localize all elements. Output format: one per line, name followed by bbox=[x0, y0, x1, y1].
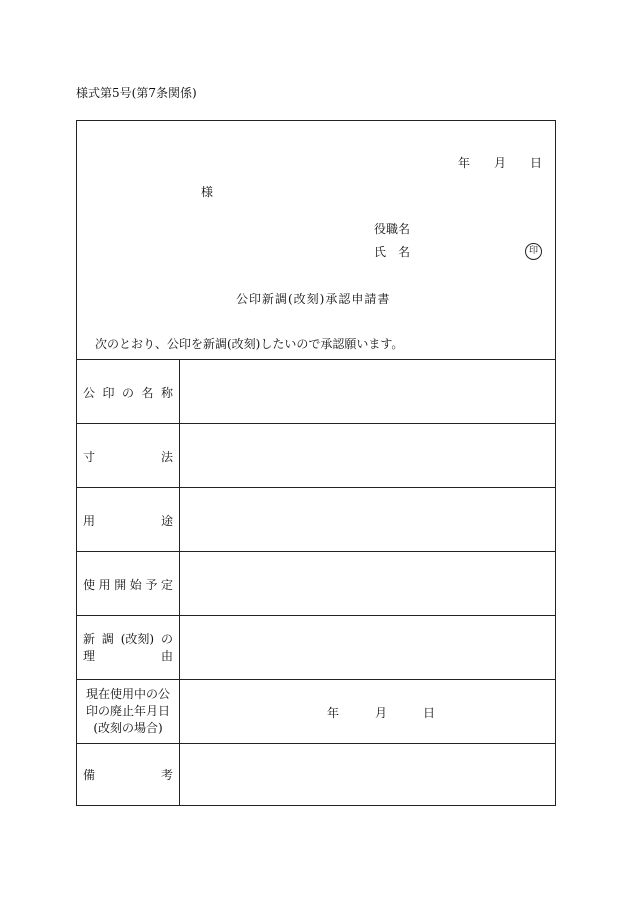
seal-name-field[interactable] bbox=[181, 361, 555, 422]
date-day-label: 日 bbox=[530, 156, 543, 170]
size-field[interactable] bbox=[181, 425, 555, 486]
size-label: 寸 法 bbox=[83, 450, 173, 464]
abolish-year-label: 年 bbox=[327, 706, 340, 720]
row-divider bbox=[77, 487, 555, 488]
row-divider bbox=[77, 743, 555, 744]
name-label-first: 氏 bbox=[374, 245, 387, 259]
seal-name-label: 公 印 の 名 称 bbox=[83, 386, 173, 400]
date-year-label: 年 bbox=[458, 156, 471, 170]
remarks-field[interactable] bbox=[181, 745, 555, 805]
row-divider bbox=[77, 551, 555, 552]
usage-field[interactable] bbox=[181, 489, 555, 550]
intro-text: 次のとおり、公印を新調(改刻)したいので承認願います。 bbox=[95, 337, 404, 351]
row-divider bbox=[77, 679, 555, 680]
row-divider bbox=[77, 359, 555, 360]
seal-icon: 印 bbox=[525, 243, 542, 260]
remarks-label: 備 考 bbox=[83, 768, 173, 782]
name-label-second: 名 bbox=[398, 245, 411, 259]
addressee-suffix: 様 bbox=[201, 185, 214, 199]
abolish-date-label: 現在使用中の公 印の廃止年月日 (改刻の場合) bbox=[85, 687, 170, 735]
start-date-label: 使 用 開 始 予 定 bbox=[83, 578, 173, 592]
form-number: 様式第5号(第7条関係) bbox=[76, 86, 197, 100]
abolish-month-label: 月 bbox=[375, 706, 388, 720]
usage-label: 用 途 bbox=[83, 514, 173, 528]
date-month-label: 月 bbox=[494, 156, 507, 170]
reason-field[interactable] bbox=[181, 617, 555, 678]
form-title: 公印新調(改刻)承認申請書 bbox=[236, 292, 391, 306]
start-date-field[interactable] bbox=[181, 553, 555, 614]
label-column-divider bbox=[179, 359, 180, 806]
application-form bbox=[76, 120, 556, 806]
row-divider bbox=[77, 615, 555, 616]
abolish-day-label: 日 bbox=[423, 706, 436, 720]
position-label: 役職名 bbox=[374, 222, 411, 236]
reason-label: 新 調 (改刻) の 理 由 bbox=[83, 632, 173, 663]
row-divider bbox=[77, 423, 555, 424]
